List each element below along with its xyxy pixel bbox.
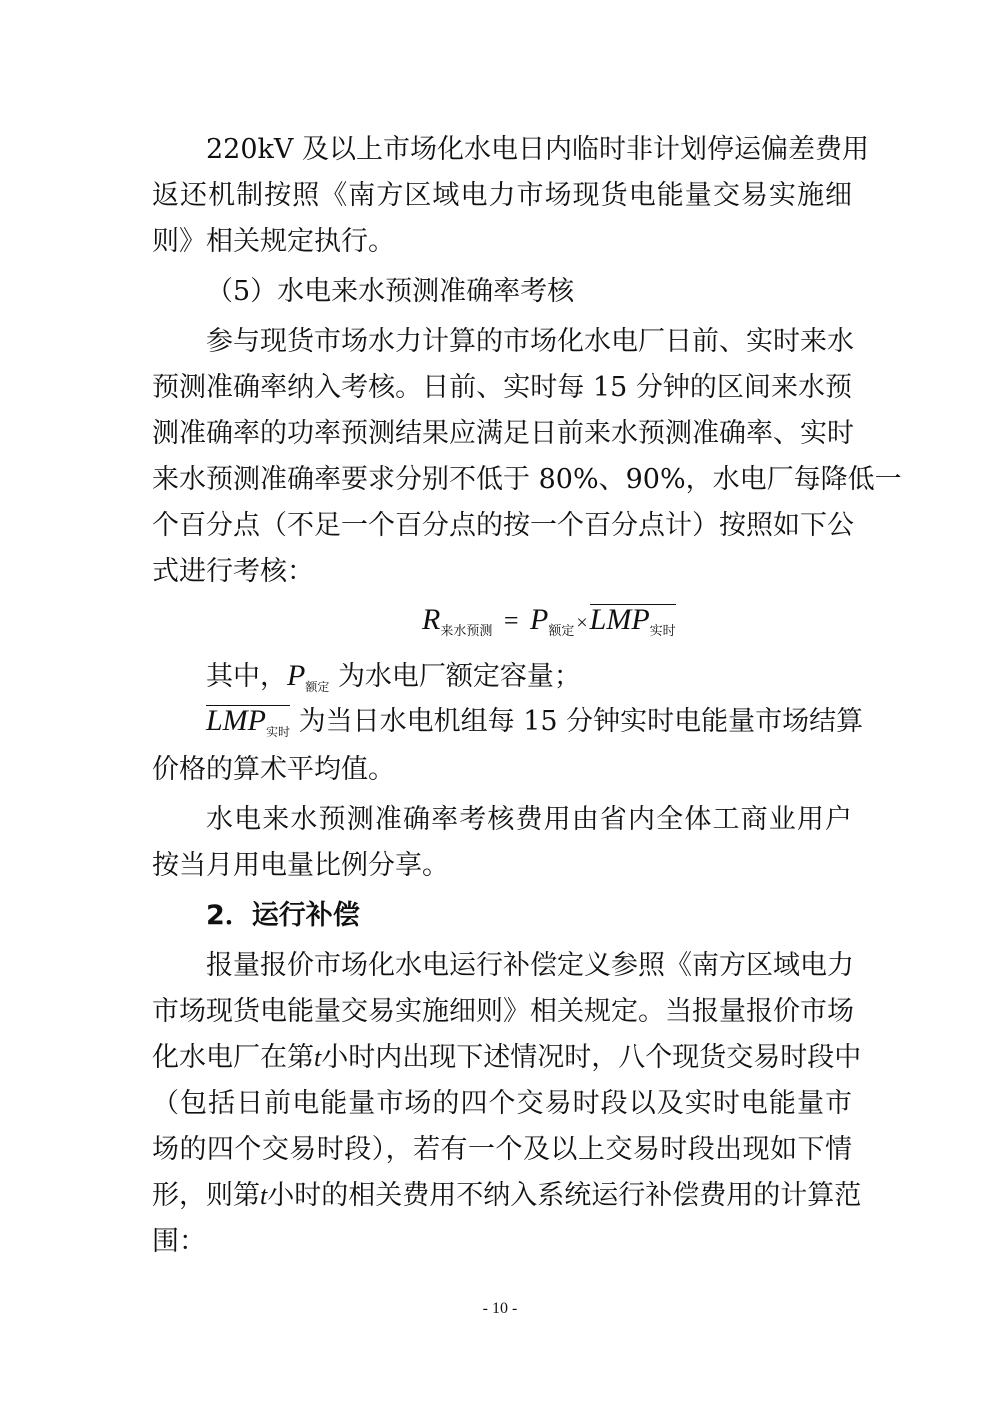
symbol-lmp: LMP (206, 704, 266, 737)
paragraph-line (152, 1176, 862, 1216)
definition-text: 为当日水电机组每 15 分钟实时电能量市场结算 (298, 706, 864, 737)
text-fragment: 小时的相关费用不纳入系统运行补偿费用的计算范 (267, 1180, 862, 1211)
assessment-formula (422, 598, 676, 642)
paragraph-line: 报量报价市场化水电运行补偿定义参照《南方区域电力 (206, 950, 854, 981)
page-number: - 10 - (482, 1300, 518, 1317)
formula-times: × (576, 612, 588, 634)
paragraph-line: 场的四个交易时段），若有一个及以上交易时段出现如下情 (152, 1134, 852, 1165)
formula-lmp: LMP (589, 603, 650, 636)
symbol-t: t (314, 1043, 322, 1072)
formula-r: R (422, 603, 441, 636)
symbol-p-subscript: 额定 (305, 680, 330, 694)
formula-r-subscript: 来水预测 (440, 623, 493, 638)
definition-text: 为水电厂额定容量； (337, 661, 581, 692)
paragraph-line: 个百分点（不足一个百分点的按一个百分点计）按照如下公 (152, 510, 854, 541)
paragraph-line: 式进行考核： (152, 556, 314, 587)
definition-p-rated (206, 656, 852, 696)
paragraph-line: 水电来水预测准确率考核费用由省内全体工商业用户 (206, 804, 852, 835)
text-fragment: 形，则第 (152, 1180, 260, 1211)
symbol-t: t (260, 1181, 268, 1210)
section-heading-5: （5）水电来水预测准确率考核 (206, 276, 575, 307)
paragraph-line: 来水预测准确率要求分别不低于 80%、90%，水电厂每降低一 (152, 464, 902, 495)
paragraph-line (152, 1038, 862, 1078)
formula-lmp-subscript: 实时 (649, 623, 676, 638)
formula-equals: = (503, 606, 519, 635)
paragraph-line: 围： (152, 1226, 206, 1257)
paragraph-line: 则》相关规定执行。 (152, 226, 395, 257)
definition-lmp (206, 702, 864, 742)
definition-prefix: 其中， (206, 661, 287, 692)
text-fragment: 化水电厂在第 (152, 1042, 314, 1073)
paragraph-line: 参与现货市场水力计算的市场化水电厂日前、实时来水 (206, 326, 854, 357)
symbol-lmp-subscript: 实时 (266, 725, 291, 739)
paragraph-line: 返还机制按照《南方区域电力市场现货电能量交易实施细 (152, 180, 852, 211)
paragraph-line: 市场现货电能量交易实施细则》相关规定。当报量报价市场 (152, 996, 854, 1027)
symbol-p: P (287, 659, 306, 692)
paragraph-line: 价格的算术平均值。 (152, 754, 395, 785)
section-heading-2: 2．运行补偿 (206, 900, 360, 931)
text-fragment: 小时内出现下述情况时，八个现货交易时段中 (321, 1042, 862, 1073)
paragraph-line: 220kV 及以上市场化水电日内临时非计划停运偏差费用 (206, 134, 869, 165)
paragraph-line: （包括日前电能量市场的四个交易时段以及实时电能量市 (152, 1088, 852, 1119)
formula-p: P (530, 603, 549, 636)
paragraph-line: 按当月用电量比例分享。 (152, 850, 449, 881)
paragraph-line: 预测准确率纳入考核。日前、实时每 15 分钟的区间来水预 (152, 372, 852, 403)
paragraph-line: 测准确率的功率预测结果应满足日前来水预测准确率、实时 (152, 418, 854, 449)
formula-p-subscript: 额定 (548, 623, 575, 638)
